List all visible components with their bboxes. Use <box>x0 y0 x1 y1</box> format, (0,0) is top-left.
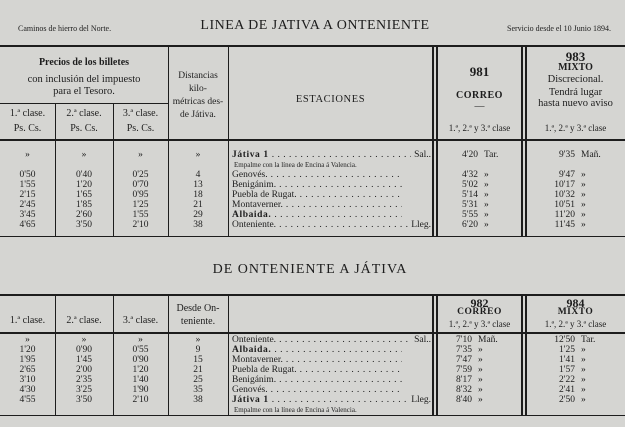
departure-arrival-mark: Sal.. <box>414 150 431 160</box>
time-value: 8'17 <box>456 375 472 385</box>
time-suffix: » <box>581 190 586 200</box>
fare-second-class: » <box>81 150 87 160</box>
fare-second-class: 1'20 <box>76 180 92 190</box>
fare-third-class: 0'70 <box>132 180 149 190</box>
fare-second-class: 3'25 <box>76 385 92 395</box>
fare-third-class: 2'10 <box>132 220 149 230</box>
distance-km: 13 <box>193 180 203 190</box>
train-982-time <box>437 395 522 405</box>
time-value: 11'20 <box>554 210 575 220</box>
train-number: 981 <box>469 64 490 79</box>
time-suffix: » <box>478 385 483 395</box>
station-name: Benigánim. <box>232 180 277 190</box>
distance-header-line: teniente. <box>180 316 216 327</box>
distance-km: 21 <box>193 365 203 375</box>
time-suffix: » <box>581 355 586 365</box>
station-cell <box>232 190 431 200</box>
time-value: 5'14 <box>462 190 478 200</box>
table2-header-rule <box>0 332 625 334</box>
dot-leader <box>274 210 402 220</box>
dot-leader <box>279 180 402 190</box>
time-value: 8'40 <box>456 395 472 405</box>
train-984-time <box>526 355 625 365</box>
time-value: 7'47 <box>456 355 472 365</box>
train-982-time <box>437 375 522 385</box>
timetable-row <box>0 385 625 395</box>
class-unit-second: Ps. Cs. <box>70 123 98 134</box>
train-981-time <box>437 170 522 180</box>
time-value: 2'41 <box>559 385 575 395</box>
prices-header-rule <box>0 103 168 104</box>
inbound-timetable <box>0 335 625 415</box>
station-cell <box>232 345 431 355</box>
station-cell <box>232 395 431 405</box>
prices-note: con inclusión del impuesto <box>27 74 141 85</box>
fare-third-class: 0'25 <box>132 170 149 180</box>
dot-leader <box>279 220 408 230</box>
station-cell <box>232 220 431 230</box>
fare-first-class: 1'55 <box>19 180 36 190</box>
fare-third-class: » <box>138 150 143 160</box>
time-suffix: » <box>484 200 489 210</box>
timetable-row <box>0 200 625 210</box>
station-name: Montaverner. <box>232 200 283 210</box>
time-suffix: » <box>581 345 586 355</box>
train-984-time <box>526 335 625 345</box>
departure-arrival-mark: Lleg. <box>411 220 431 230</box>
time-value: 7'35 <box>456 345 472 355</box>
fare-second-class: 1'85 <box>76 200 92 210</box>
junction-note: Empalme con la línea de Encina á Valencia. <box>234 406 357 414</box>
station-name: Játiva 1 <box>232 150 269 160</box>
train-982-time <box>437 365 522 375</box>
time-suffix: » <box>581 395 586 405</box>
train-983-time <box>526 210 625 220</box>
time-value: 12'50 <box>554 335 575 345</box>
dot-leader <box>279 375 402 385</box>
timetable-row <box>0 210 625 220</box>
time-value: 1'57 <box>559 365 575 375</box>
distance-km: 29 <box>193 210 203 220</box>
train-981-time <box>437 220 522 230</box>
class-header-third: 3.ª clase. <box>122 315 159 326</box>
timetable-row <box>0 170 625 180</box>
distance-header-line: Desde On- <box>176 303 220 314</box>
time-suffix: Tar. <box>581 335 596 345</box>
fare-third-class: 1'55 <box>132 210 149 220</box>
train-number: 983 <box>565 49 586 64</box>
station-name: Puebla de Rugat. <box>232 190 297 200</box>
service-date: Servicio desde el 10 Junio 1894. <box>507 24 611 33</box>
dot-leader <box>271 170 402 180</box>
station-name: Genovés. <box>232 170 268 180</box>
fare-first-class: 3'45 <box>19 210 36 220</box>
distance-km: 21 <box>193 200 203 210</box>
station-name: Albaida. <box>232 210 272 220</box>
departure-arrival-mark: Lleg. <box>411 395 431 405</box>
fare-third-class: 1'25 <box>132 200 149 210</box>
station-cell <box>232 170 431 180</box>
fare-third-class: 1'20 <box>132 365 149 375</box>
prices-title: Precios de los billetes <box>38 57 130 68</box>
time-value: 6'20 <box>462 220 478 230</box>
train-number: 984 <box>566 296 585 310</box>
train-984-time <box>526 365 625 375</box>
train-981-time <box>437 150 522 160</box>
timetable-row <box>0 375 625 385</box>
prices-note: para el Tesoro. <box>53 86 115 97</box>
fare-first-class: 4'30 <box>19 385 36 395</box>
station-cell <box>232 210 431 220</box>
time-suffix: » <box>478 355 483 365</box>
junction-note: Empalme con la línea de Encina á Valencia. <box>234 161 357 169</box>
fare-first-class: 2'65 <box>19 365 36 375</box>
train-981-time <box>437 210 522 220</box>
time-suffix: » <box>581 375 586 385</box>
dot-leader <box>272 395 408 405</box>
distance-km: 25 <box>193 375 203 385</box>
time-value: 10'51 <box>554 200 575 210</box>
train-983-time <box>526 220 625 230</box>
stations-header: ESTACIONES <box>295 94 366 105</box>
time-suffix: » <box>478 365 483 375</box>
timetable-row <box>0 190 625 200</box>
station-name: Játiva 1 <box>232 395 269 405</box>
class-unit-first: Ps. Cs. <box>13 123 42 134</box>
train-984-time <box>526 385 625 395</box>
company-name: Caminos de hierro del Norte. <box>18 24 112 33</box>
time-suffix: » <box>478 395 483 405</box>
station-cell <box>232 150 431 160</box>
station-cell <box>232 365 431 375</box>
time-suffix: » <box>484 180 489 190</box>
time-value: 10'32 <box>554 190 575 200</box>
time-value: 8'32 <box>456 385 472 395</box>
distance-km: 9 <box>195 345 201 355</box>
time-suffix: » <box>484 170 489 180</box>
train-note: — <box>474 101 485 112</box>
fare-third-class: 0'90 <box>132 355 149 365</box>
distance-km: 35 <box>193 385 203 395</box>
time-suffix: » <box>581 170 586 180</box>
time-suffix: » <box>484 210 489 220</box>
station-name: Benigánim. <box>232 375 277 385</box>
train-981-time <box>437 200 522 210</box>
distance-km: » <box>195 150 201 160</box>
time-value: 5'02 <box>462 180 478 190</box>
page-title: LINEA DE JATIVA A ONTENIENTE <box>200 18 430 33</box>
fare-first-class: 4'65 <box>19 220 36 230</box>
station-name: Onteniente. <box>232 220 277 230</box>
class-header-first: 1.ª clase. <box>9 315 46 326</box>
time-value: 2'22 <box>559 375 575 385</box>
station-cell <box>232 385 431 395</box>
train-number: 982 <box>470 296 489 310</box>
departure-arrival-mark: Sal.. <box>414 335 431 345</box>
station-name: Onteniente. <box>232 335 277 345</box>
time-value: 9'35 <box>559 150 575 160</box>
station-cell <box>232 180 431 190</box>
distance-km: 15 <box>193 355 203 365</box>
station-name: Genovés. <box>232 385 268 395</box>
train-984-time <box>526 375 625 385</box>
train-982-time <box>437 335 522 345</box>
fare-second-class: 3'50 <box>76 395 92 405</box>
distance-header-line: métricas des- <box>172 97 224 107</box>
fare-second-class: 1'45 <box>76 355 92 365</box>
distance-km: 18 <box>193 190 203 200</box>
time-suffix: » <box>484 190 489 200</box>
fare-first-class: » <box>25 335 30 345</box>
train-classes: 1.ª, 2.ª y 3.ª clase <box>544 319 607 329</box>
time-suffix: » <box>478 345 483 355</box>
time-suffix: Mañ. <box>581 150 601 160</box>
dot-leader <box>300 190 402 200</box>
time-value: 7'59 <box>456 365 472 375</box>
outbound-timetable <box>0 150 625 230</box>
fare-second-class: 2'00 <box>76 365 92 375</box>
station-cell <box>232 355 431 365</box>
fare-second-class: 0'90 <box>76 345 92 355</box>
train-982-time <box>437 385 522 395</box>
class-header-second: 2.ª clase. <box>66 315 102 326</box>
dot-leader <box>272 150 411 160</box>
fare-second-class: » <box>81 335 87 345</box>
time-value: 10'17 <box>554 180 575 190</box>
fare-first-class: 0'50 <box>19 170 36 180</box>
dot-leader <box>286 200 402 210</box>
train-classes: 1.ª, 2.ª y 3.ª clase <box>544 123 607 133</box>
fare-second-class: 2'60 <box>76 210 92 220</box>
train-984-time <box>526 345 625 355</box>
station-cell <box>232 375 431 385</box>
fare-second-class: 1'65 <box>76 190 92 200</box>
train-classes: 1.ª, 2.ª y 3.ª clase <box>448 319 511 329</box>
train-983-time <box>526 190 625 200</box>
timetable-row <box>0 180 625 190</box>
dot-leader <box>286 355 402 365</box>
time-value: 5'55 <box>462 210 478 220</box>
table1-bottom-rule <box>0 236 625 237</box>
section-title: DE ONTENIENTE A JÁTIVA <box>212 262 408 277</box>
timetable-row <box>0 335 625 345</box>
fare-first-class: 1'20 <box>19 345 36 355</box>
time-suffix: Tar. <box>484 150 499 160</box>
class-unit-third: Ps. Cs. <box>126 123 155 134</box>
distance-header <box>168 302 228 328</box>
dot-leader <box>300 365 402 375</box>
time-suffix: » <box>478 375 483 385</box>
time-value: 9'47 <box>559 170 575 180</box>
distance-km: 38 <box>193 220 203 230</box>
time-value: 11'45 <box>554 220 575 230</box>
train-984-time <box>526 395 625 405</box>
time-suffix: » <box>484 220 489 230</box>
distance-header <box>168 70 228 122</box>
train-983-time <box>526 200 625 210</box>
station-name: Montaverner. <box>232 355 283 365</box>
time-suffix: Mañ. <box>478 335 498 345</box>
time-value: 5'31 <box>462 200 478 210</box>
train-982-time <box>437 345 522 355</box>
train-981-time <box>437 180 522 190</box>
station-cell <box>232 200 431 210</box>
fare-second-class: 2'35 <box>76 375 92 385</box>
timetable-row <box>0 150 625 160</box>
timetable-row <box>0 355 625 365</box>
time-value: 7'10 <box>456 335 472 345</box>
time-value: 4'20 <box>462 150 478 160</box>
time-value: 2'50 <box>559 395 575 405</box>
fare-third-class: 0'95 <box>132 190 149 200</box>
fare-third-class: 1'90 <box>132 385 149 395</box>
fare-second-class: 3'50 <box>76 220 92 230</box>
station-name: Albaida. <box>232 345 272 355</box>
time-suffix: » <box>581 210 586 220</box>
train-type: MIXTO <box>557 307 594 317</box>
train-983-time <box>526 150 625 160</box>
fare-first-class: 2'45 <box>19 200 36 210</box>
timetable-row <box>0 395 625 405</box>
distance-km: 38 <box>193 395 203 405</box>
train-983-time <box>526 180 625 190</box>
fare-second-class: 0'40 <box>76 170 92 180</box>
fare-first-class: 4'55 <box>19 395 36 405</box>
fare-third-class: 0'55 <box>132 345 149 355</box>
timetable-row <box>0 220 625 230</box>
time-suffix: » <box>581 385 586 395</box>
fare-third-class: 2'10 <box>132 395 149 405</box>
train-981-time <box>437 190 522 200</box>
station-name: Puebla de Rugat. <box>232 365 297 375</box>
time-suffix: » <box>581 220 586 230</box>
fare-third-class: » <box>138 335 143 345</box>
train-982-time <box>437 355 522 365</box>
fare-first-class: 1'95 <box>19 355 36 365</box>
distance-header-line: Distancias <box>178 71 218 81</box>
train-type: CORREO <box>457 307 502 317</box>
train-type: CORREO <box>456 90 503 101</box>
class-header-first: 1.ª clase. <box>9 108 46 119</box>
timetable-row <box>0 345 625 355</box>
time-value: 4'32 <box>462 170 478 180</box>
time-suffix: » <box>581 365 586 375</box>
time-suffix: » <box>581 180 586 190</box>
class-header-second: 2.ª clase. <box>66 108 102 119</box>
fare-first-class: » <box>25 150 30 160</box>
train-classes: 1.ª, 2.ª y 3.ª clase <box>448 123 511 133</box>
distance-header-line: kilo- <box>189 84 207 94</box>
train-type: MIXTO <box>558 62 593 73</box>
train-note: Discrecional. <box>547 74 604 85</box>
time-value: 1'41 <box>559 355 575 365</box>
distance-header-line: de Játiva. <box>180 110 216 120</box>
distance-km: 4 <box>195 170 201 180</box>
train-note: Tendrá lugar <box>548 87 603 98</box>
timetable-row <box>0 365 625 375</box>
table1-top-rule <box>0 45 625 47</box>
distance-km: » <box>195 335 201 345</box>
time-value: 1'25 <box>559 345 575 355</box>
table2-bottom-rule <box>0 415 625 416</box>
train-note: hasta nuevo aviso <box>538 98 613 109</box>
station-cell <box>232 335 431 345</box>
fare-third-class: 1'40 <box>132 375 149 385</box>
dot-leader <box>274 345 402 355</box>
table1-header-rule <box>0 139 625 141</box>
train-983-time <box>526 170 625 180</box>
fare-first-class: 3'10 <box>19 375 36 385</box>
fare-first-class: 2'15 <box>19 190 36 200</box>
dot-leader <box>271 385 402 395</box>
dot-leader <box>279 335 411 345</box>
time-suffix: » <box>581 200 586 210</box>
class-header-third: 3.ª clase. <box>122 108 159 119</box>
